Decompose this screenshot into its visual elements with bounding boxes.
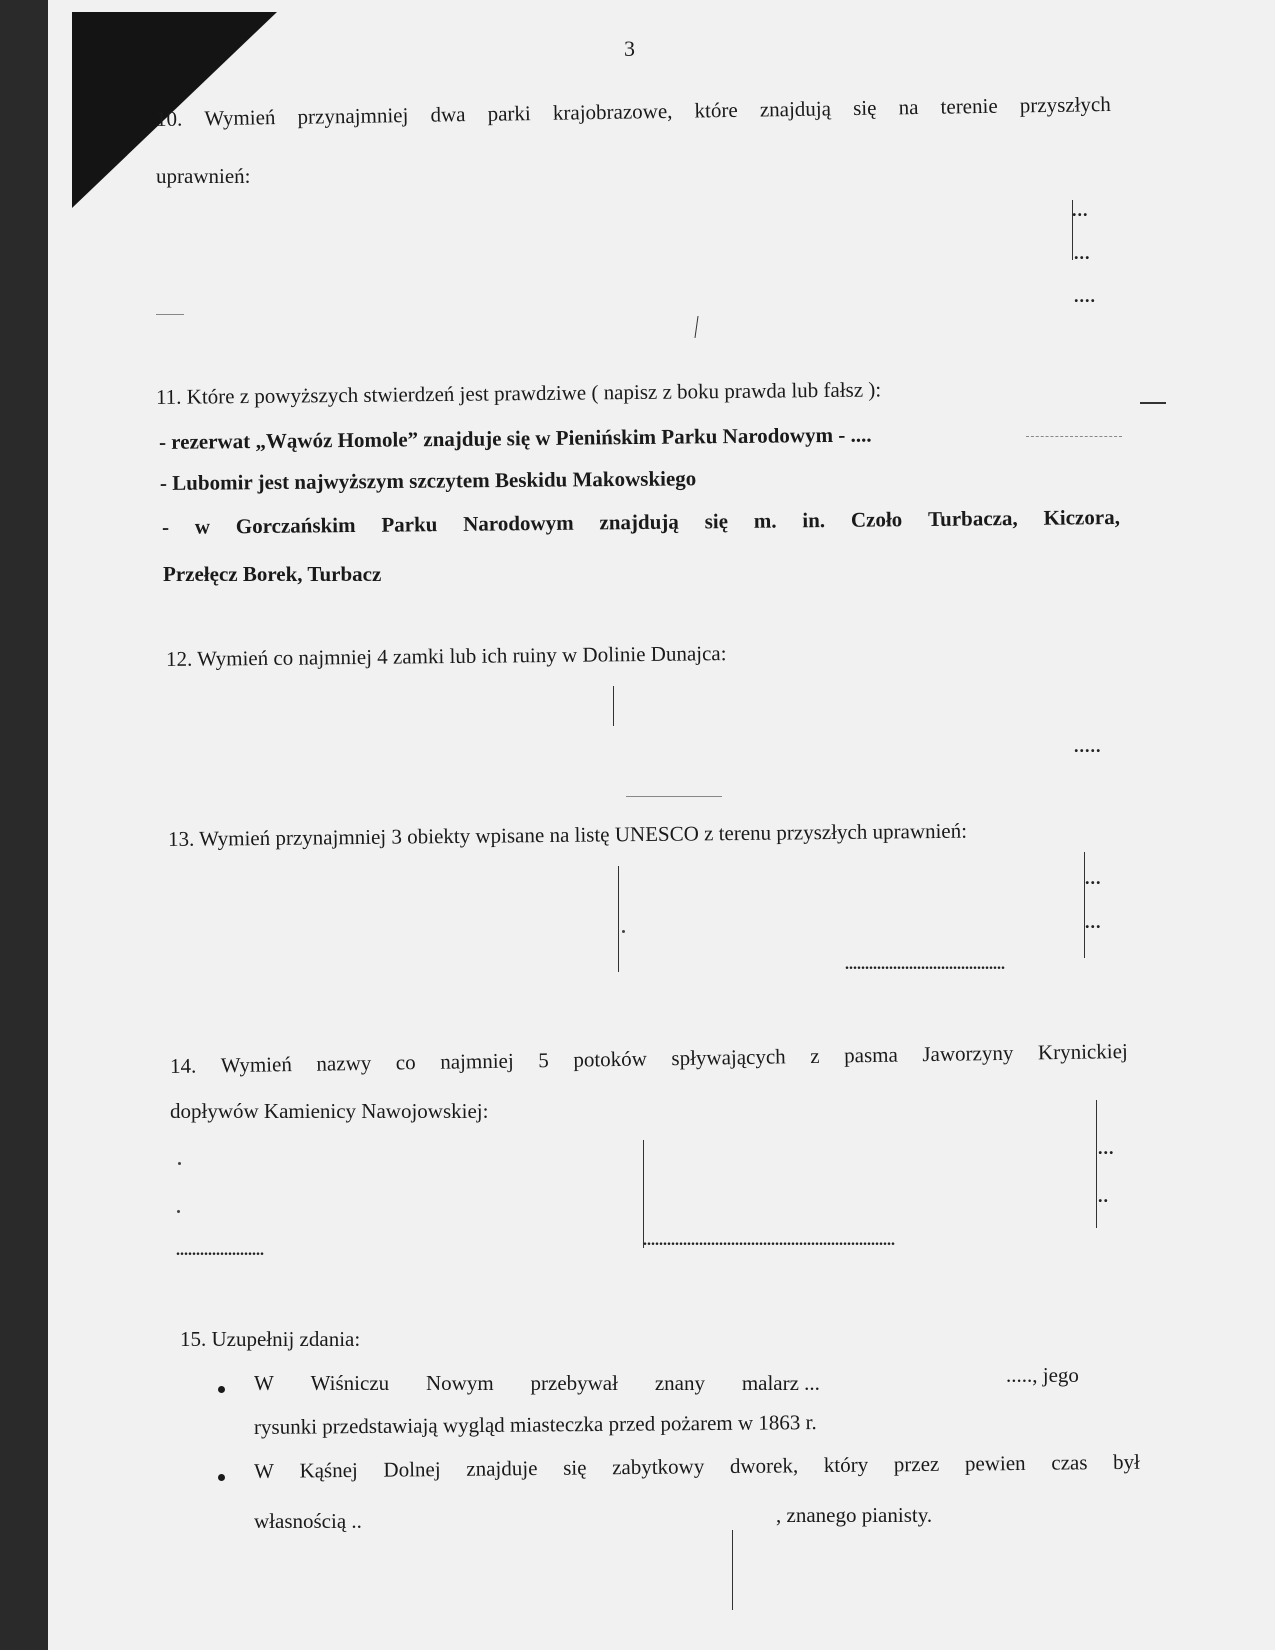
q15-item-1-line1 (254, 1372, 820, 1395)
q10-word: Wymień (204, 105, 276, 131)
q15-item-1-line2: rysunki przedstawiają wygląd miasteczka przed pożarem w 1863 r. (253, 1410, 817, 1439)
q14-answer-border (1096, 1100, 1097, 1228)
q15-i2-word: W (253, 1458, 274, 1483)
q15-i2-word: Dolnej (383, 1457, 441, 1482)
q14-word: z (810, 1043, 820, 1068)
q15-i2-word: dworek, (729, 1453, 799, 1479)
q13-question: 13. Wymień przynajmniej 3 obiekty wpisane na listę UNESCO z terenu przyszłych uprawnień: (167, 818, 968, 851)
q14-question-line2: dopływów Kamienicy Nawojowskiej: (170, 1099, 489, 1123)
q15-i2-word: pewien (964, 1450, 1026, 1476)
q12-question: 12. Wymień co najmniej 4 zamki lub ich ruiny w Dolinie Dunajca: (165, 641, 727, 671)
q15-i1-word: Wiśniczu (310, 1371, 390, 1395)
q15-i2-word: czas (1051, 1450, 1088, 1475)
q15-bullet (218, 1386, 225, 1393)
q15-i1-word: W (254, 1371, 274, 1395)
q10-word: które (694, 97, 738, 123)
q15-i2-word: który (823, 1452, 869, 1478)
q10-word: dwa (430, 102, 466, 127)
q10-word: przyszłych (1019, 92, 1111, 118)
q14-answer-mark: ...................... (176, 1242, 264, 1259)
q14-word: spływających (671, 1044, 786, 1071)
q11-statement-3-line2: Przełęcz Borek, Turbacz (163, 562, 382, 586)
q10-question-line2: uprawnień: (156, 164, 251, 188)
q14-word: Wymień (220, 1052, 293, 1078)
q10-answer-rule (156, 314, 184, 315)
q11-s3-word: znajdują (599, 509, 679, 535)
q14-speck (178, 1162, 181, 1165)
q13-answer-mark: ........................................ (845, 956, 1005, 973)
q10-answer-mark: ... (1074, 243, 1091, 263)
q12-answer-border (613, 686, 614, 726)
q15-i1-word: Nowym (425, 1371, 494, 1395)
q11-s3-word: in. (802, 508, 826, 533)
q12-answer-rule (626, 796, 722, 797)
margin-mark (1140, 402, 1166, 404)
q11-s3-word: się (704, 509, 729, 534)
q15-bullet (218, 1474, 225, 1481)
q10-word: się (852, 95, 877, 121)
q13-answer-mark: ... (1085, 912, 1102, 932)
q14-word: Krynickiej (1037, 1038, 1128, 1065)
q10-word: terenie (940, 93, 998, 119)
q11-s3-word: m. (753, 508, 777, 533)
q10-answer-mark: .... (1074, 286, 1096, 306)
q11-s3-word: Turbacza, (927, 506, 1018, 531)
q14-word: pasma (843, 1042, 899, 1068)
q11-s3-word: Kiczora, (1043, 504, 1121, 530)
q11-s3-word: w (194, 514, 211, 539)
q13-speck (622, 930, 625, 933)
q13-answer-border (618, 866, 619, 972)
scan-left-edge (0, 0, 48, 1650)
q14-answer-mark: .. (1098, 1186, 1109, 1206)
q11-answer-rule (1026, 436, 1122, 437)
q10-word: 10. (155, 106, 183, 131)
q10-word: parki (487, 101, 531, 126)
q14-word: 14. (169, 1053, 197, 1078)
q15-item-1-end: ....., jego (1006, 1363, 1079, 1387)
q14-word: co (395, 1050, 416, 1075)
q15-i2-word: Kąśnej (299, 1457, 358, 1483)
q15-title: 15. Uzupełnij zdania: (180, 1327, 361, 1351)
q10-word: krajobrazowe, (552, 98, 673, 125)
q12-answer-mark: ..... (1074, 736, 1102, 756)
q15-item-2-end: , znanego pianisty. (776, 1503, 933, 1527)
q14-word: potoków (573, 1046, 648, 1072)
q11-statement-2: - Lubomir jest najwyższym szczytem Beskidu Makowskiego (159, 466, 697, 495)
q11-s3-word: Gorczańskim (235, 512, 356, 539)
q11-statement-1: - rezerwat „Wąwóz Homole” znajduje się w Pienińskim Parku Narodowym - .... (158, 422, 872, 454)
q11-s3-word: Parku (381, 512, 438, 537)
q11-s3-word: Czoło (850, 507, 903, 532)
q10-word: znajdują (759, 96, 832, 122)
q14-word: nazwy (316, 1050, 372, 1076)
q10-word: na (898, 95, 919, 120)
q11-question: 11. Które z powyższych stwierdzeń jest prawdziwe ( napisz z boku prawda lub fałsz ): (155, 377, 882, 409)
q15-i2-word: znajduje (466, 1456, 538, 1481)
q15-i1-word: znany (654, 1371, 705, 1395)
q11-s3-word: - (161, 514, 170, 539)
q14-speck (177, 1210, 180, 1213)
q14-word: 5 (538, 1048, 549, 1073)
q15-i2-word: przez (893, 1451, 940, 1477)
q13-answer-mark: ... (1085, 868, 1102, 888)
q14-word: najmniej (440, 1048, 514, 1074)
q15-i1-word: malarz ... (741, 1371, 820, 1395)
q14-answer-mark: ... (1098, 1138, 1115, 1158)
q14-answer-mark: ............................................................... (643, 1232, 895, 1249)
q10-answer-mark: ... (1072, 200, 1089, 220)
q15-answer-border (732, 1530, 733, 1610)
q15-i1-word: przebywał (530, 1371, 618, 1395)
q15-i2-word: zabytkowy (611, 1454, 705, 1480)
q15-i2-word: był (1112, 1449, 1141, 1475)
q14-word: Jaworzyny (922, 1040, 1014, 1067)
q15-item-2-start: własnością .. (254, 1509, 362, 1533)
q11-s3-word: Narodowym (463, 510, 574, 536)
page-number: 3 (624, 36, 635, 61)
q15-i2-word: się (562, 1455, 587, 1480)
q10-word: przynajmniej (297, 103, 409, 129)
